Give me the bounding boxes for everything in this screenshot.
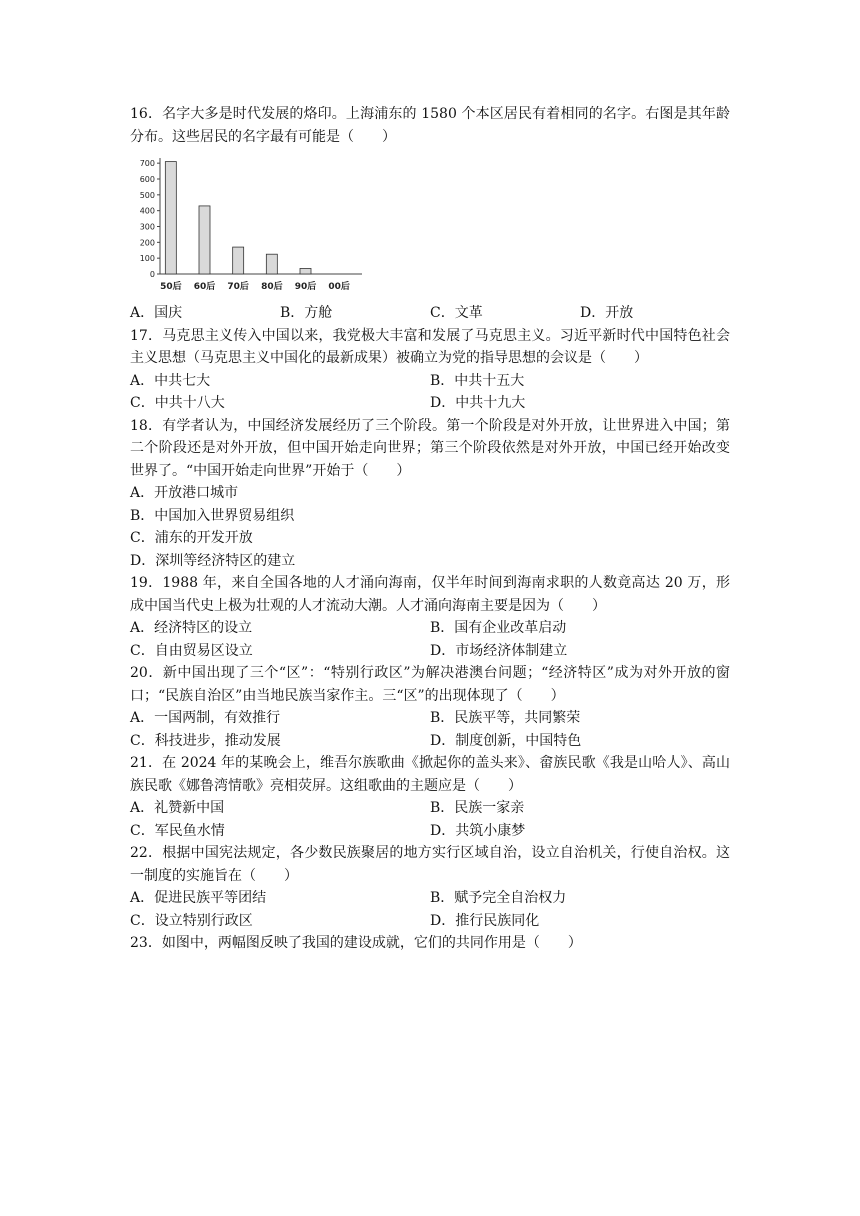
x-tick-label: 80后: [261, 282, 283, 292]
question-18: [130, 415, 730, 573]
options-row: [130, 527, 730, 550]
option-c[interactable]: C．设立特别行政区: [130, 912, 253, 929]
option-a[interactable]: A．促进民族平等团结: [130, 890, 267, 906]
y-tick-label: 500: [139, 190, 155, 200]
options-row: [130, 370, 730, 393]
exam-page: [130, 103, 730, 955]
question-21: [130, 752, 730, 842]
options-row: [130, 910, 730, 933]
options-row: [130, 617, 730, 640]
option-b[interactable]: B．中共十五大: [430, 372, 525, 389]
option-b[interactable]: B．国有企业改革启动: [430, 620, 567, 636]
option-d[interactable]: D．制度创新，中国特色: [430, 732, 582, 749]
options-row: [130, 707, 730, 730]
option-b[interactable]: B．方舱: [280, 305, 333, 321]
option-b[interactable]: B．民族一家亲: [430, 800, 525, 816]
option-a[interactable]: A．礼赞新中国: [130, 800, 225, 816]
question-stem: 16．名字大多是时代发展的烙印。上海浦东的 1580 个本区居民有着相同的名字。右图是其年龄分布。这些居民的名字最有可能是（ ）: [130, 106, 730, 145]
question-stem: 19．1988 年，来自全国各地的人才涌向海南，仅半年时间到海南求职的人数竟高达 20 万，形成中国当代史上极为壮观的人才流动大潮。人才涌向海南主要是因为（ ）: [130, 575, 730, 614]
question-stem: 23．如图中，两幅图反映了我国的建设成就，它们的共同作用是（ ）: [130, 935, 582, 951]
question-19: [130, 572, 730, 662]
option-a[interactable]: A．一国两制，有效推行: [130, 710, 281, 726]
options-row: [130, 820, 730, 843]
option-b[interactable]: B．民族平等，共同繁荣: [430, 710, 581, 726]
option-d[interactable]: D．深圳等经济特区的建立: [130, 552, 296, 569]
option-a[interactable]: A．中共七大: [130, 372, 211, 389]
bar: [300, 268, 311, 274]
y-tick-label: 300: [139, 222, 155, 232]
y-tick-label: 100: [139, 254, 155, 264]
bar: [199, 206, 210, 274]
options-row: [130, 302, 730, 325]
question-stem: 22．根据中国宪法规定，各少数民族聚居的地方实行区域自治，设立自治机关，行使自治权。这一制度的实施旨在（ ）: [130, 845, 730, 884]
options-row: [130, 505, 730, 528]
option-c[interactable]: C．自由贸易区设立: [130, 642, 253, 659]
y-tick-label: 0: [149, 270, 155, 279]
bar: [165, 162, 176, 274]
options-row: [130, 550, 730, 573]
option-c[interactable]: C．科技进步，推动发展: [130, 732, 281, 749]
options-row: [130, 887, 730, 910]
y-tick-label: 700: [139, 159, 155, 169]
question-stem: 18．有学者认为，中国经济发展经历了三个阶段。第一个阶段是对外开放，让世界进入中国；第二个阶段还是对外开放，但中国开始走向世界；第三个阶段依然是对外开放，中国已经开始改变世界了。“中国开始走向世界”开始于（ ）: [130, 417, 730, 479]
question-22: [130, 842, 730, 932]
option-d[interactable]: D．中共十九大: [430, 395, 526, 411]
question-stem: 21．在 2024 年的某晚会上，维吾尔族歌曲《掀起你的盖头来》、畲族民歌《我是山哈人》、高山族民歌《娜鲁湾情歌》亮相荧屏。这组歌曲的主题应是（ ）: [130, 755, 730, 794]
option-b[interactable]: B．赋予完全自治权力: [430, 890, 567, 906]
options-row: [130, 730, 730, 753]
question-23: [130, 932, 730, 955]
option-d[interactable]: D．推行民族同化: [430, 912, 540, 929]
y-tick-label: 600: [139, 175, 155, 184]
x-tick-label: 90后: [294, 282, 317, 292]
y-tick-label: 200: [139, 238, 155, 248]
options-row: [130, 640, 730, 663]
options-row: [130, 392, 730, 415]
x-tick-label: 50后: [160, 282, 182, 292]
option-c[interactable]: C．中共十八大: [130, 395, 225, 411]
option-c[interactable]: C．文革: [430, 305, 483, 321]
y-tick-label: 400: [139, 206, 155, 216]
question-17: [130, 325, 730, 415]
question-stem: 20．新中国出现了三个“区”：“特别行政区”为解决港澳台问题；“经济特区”成为对外开放的窗口；“民族自治区”由当地民族当家作主。三“区”的出现体现了（ ）: [130, 665, 730, 704]
question-16: [130, 103, 730, 325]
options-row: [130, 482, 730, 505]
option-d[interactable]: D．共筑小康梦: [430, 822, 526, 839]
option-a[interactable]: A．经济特区的设立: [130, 620, 253, 636]
bar-chart-svg: [130, 152, 370, 298]
option-c[interactable]: C．军民鱼水情: [130, 822, 225, 839]
bar: [233, 247, 244, 274]
x-tick-label: 00后: [328, 282, 350, 292]
question-stem: 17．马克思主义传入中国以来，我党极大丰富和发展了马克思主义。习近平新时代中国特色社会主义思想（马克思主义中国化的最新成果）被确立为党的指导思想的会议是（ ）: [130, 327, 730, 366]
option-d[interactable]: D．开放: [580, 305, 634, 321]
x-tick-label: 60后: [193, 282, 216, 292]
option-d[interactable]: D．市场经济体制建立: [430, 642, 568, 659]
option-b[interactable]: B．中国加入世界贸易组织: [130, 507, 295, 524]
options-row: [130, 797, 730, 820]
bar: [266, 254, 277, 274]
option-a[interactable]: A．开放港口城市: [130, 485, 239, 501]
age-distribution-chart: [130, 152, 730, 298]
question-20: [130, 662, 730, 752]
option-a[interactable]: A．国庆: [130, 305, 183, 321]
option-c[interactable]: C．浦东的开发开放: [130, 530, 253, 546]
x-tick-label: 70后: [227, 282, 249, 292]
